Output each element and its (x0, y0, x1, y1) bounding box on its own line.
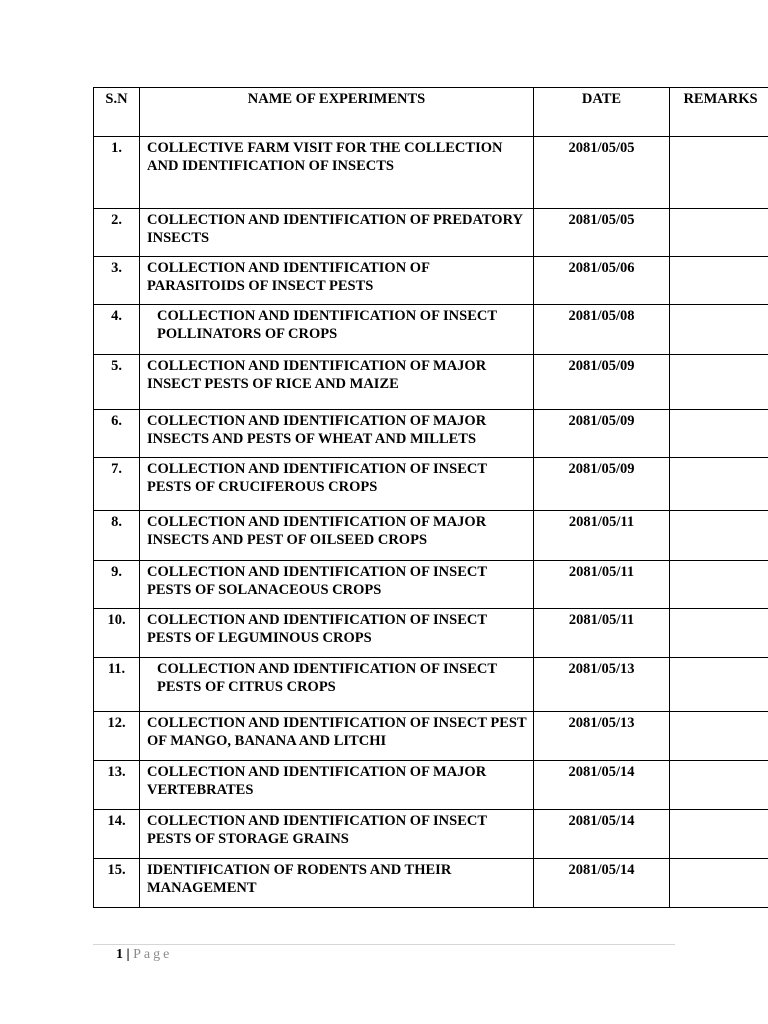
row-sn: 13. (94, 761, 140, 810)
row-date: 2081/05/09 (534, 410, 670, 458)
row-remarks (670, 712, 768, 761)
header-sn: S.N (94, 88, 140, 137)
row-remarks (670, 658, 768, 712)
header-date: DATE (534, 88, 670, 137)
row-remarks (670, 137, 768, 209)
row-experiment-name: COLLECTION AND IDENTIFICATION OF INSECT PESTS OF SOLANACEOUS CROPS (140, 561, 534, 609)
row-remarks (670, 209, 768, 257)
row-date: 2081/05/11 (534, 609, 670, 658)
table-row (94, 561, 768, 609)
page-label: Page (133, 947, 173, 962)
row-remarks (670, 761, 768, 810)
row-experiment-name: COLLECTIVE FARM VISIT FOR THE COLLECTION AND IDENTIFICATION OF INSECTS (140, 137, 534, 209)
row-date: 2081/05/08 (534, 305, 670, 355)
row-experiment-name: COLLECTION AND IDENTIFICATION OF INSECT PESTS OF LEGUMINOUS CROPS (140, 609, 534, 658)
row-sn: 15. (94, 859, 140, 908)
row-sn: 9. (94, 561, 140, 609)
row-date: 2081/05/13 (534, 658, 670, 712)
row-remarks (670, 609, 768, 658)
row-remarks (670, 810, 768, 859)
row-sn: 1. (94, 137, 140, 209)
table-row (94, 257, 768, 305)
row-sn: 7. (94, 458, 140, 511)
row-date: 2081/05/11 (534, 511, 670, 561)
table-row (94, 305, 768, 355)
header-remarks: REMARKS (670, 88, 768, 137)
row-experiment-name: COLLECTION AND IDENTIFICATION OF PARASITOIDS OF INSECT PESTS (140, 257, 534, 305)
table-row (94, 458, 768, 511)
row-sn: 6. (94, 410, 140, 458)
row-experiment-name: COLLECTION AND IDENTIFICATION OF INSECT PESTS OF CITRUS CROPS (140, 658, 534, 712)
row-remarks (670, 355, 768, 410)
row-experiment-name: COLLECTION AND IDENTIFICATION OF MAJOR INSECTS AND PESTS OF WHEAT AND MILLETS (140, 410, 534, 458)
row-sn: 8. (94, 511, 140, 561)
row-date: 2081/05/09 (534, 355, 670, 410)
table-row (94, 410, 768, 458)
table-row (94, 209, 768, 257)
row-experiment-name: COLLECTION AND IDENTIFICATION OF INSECT PESTS OF CRUCIFEROUS CROPS (140, 458, 534, 511)
row-remarks (670, 458, 768, 511)
table-row (94, 355, 768, 410)
experiments-table (93, 87, 768, 908)
table-row (94, 712, 768, 761)
row-date: 2081/05/14 (534, 859, 670, 908)
row-experiment-name: COLLECTION AND IDENTIFICATION OF MAJOR INSECTS AND PEST OF OILSEED CROPS (140, 511, 534, 561)
row-date: 2081/05/14 (534, 810, 670, 859)
table-header-row (94, 88, 768, 137)
row-experiment-name: COLLECTION AND IDENTIFICATION OF INSECT PEST OF MANGO, BANANA AND LITCHI (140, 712, 534, 761)
row-experiment-name: COLLECTION AND IDENTIFICATION OF MAJOR INSECT PESTS OF RICE AND MAIZE (140, 355, 534, 410)
page-number: 1 (116, 947, 123, 962)
table-row (94, 810, 768, 859)
row-experiment-name: COLLECTION AND IDENTIFICATION OF INSECT PESTS OF STORAGE GRAINS (140, 810, 534, 859)
row-sn: 12. (94, 712, 140, 761)
row-date: 2081/05/13 (534, 712, 670, 761)
row-sn: 11. (94, 658, 140, 712)
footer-divider (93, 944, 675, 945)
row-remarks (670, 859, 768, 908)
row-date: 2081/05/14 (534, 761, 670, 810)
row-remarks (670, 511, 768, 561)
table-row (94, 511, 768, 561)
row-remarks (670, 410, 768, 458)
row-sn: 14. (94, 810, 140, 859)
row-date: 2081/05/11 (534, 561, 670, 609)
table-row (94, 658, 768, 712)
header-name: NAME OF EXPERIMENTS (140, 88, 534, 137)
row-experiment-name: COLLECTION AND IDENTIFICATION OF PREDATORY INSECTS (140, 209, 534, 257)
row-remarks (670, 305, 768, 355)
row-remarks (670, 257, 768, 305)
row-remarks (670, 561, 768, 609)
row-date: 2081/05/09 (534, 458, 670, 511)
table-row (94, 137, 768, 209)
row-sn: 2. (94, 209, 140, 257)
row-date: 2081/05/05 (534, 137, 670, 209)
row-experiment-name: COLLECTION AND IDENTIFICATION OF MAJOR VERTEBRATES (140, 761, 534, 810)
footer-separator: | (126, 947, 130, 962)
row-experiment-name: IDENTIFICATION OF RODENTS AND THEIR MANAGEMENT (140, 859, 534, 908)
row-sn: 10. (94, 609, 140, 658)
row-sn: 5. (94, 355, 140, 410)
page-footer (116, 946, 172, 964)
row-sn: 4. (94, 305, 140, 355)
table-row (94, 609, 768, 658)
row-date: 2081/05/05 (534, 209, 670, 257)
row-experiment-name: COLLECTION AND IDENTIFICATION OF INSECT POLLINATORS OF CROPS (140, 305, 534, 355)
row-sn: 3. (94, 257, 140, 305)
table-row (94, 859, 768, 908)
row-date: 2081/05/06 (534, 257, 670, 305)
table-row (94, 761, 768, 810)
